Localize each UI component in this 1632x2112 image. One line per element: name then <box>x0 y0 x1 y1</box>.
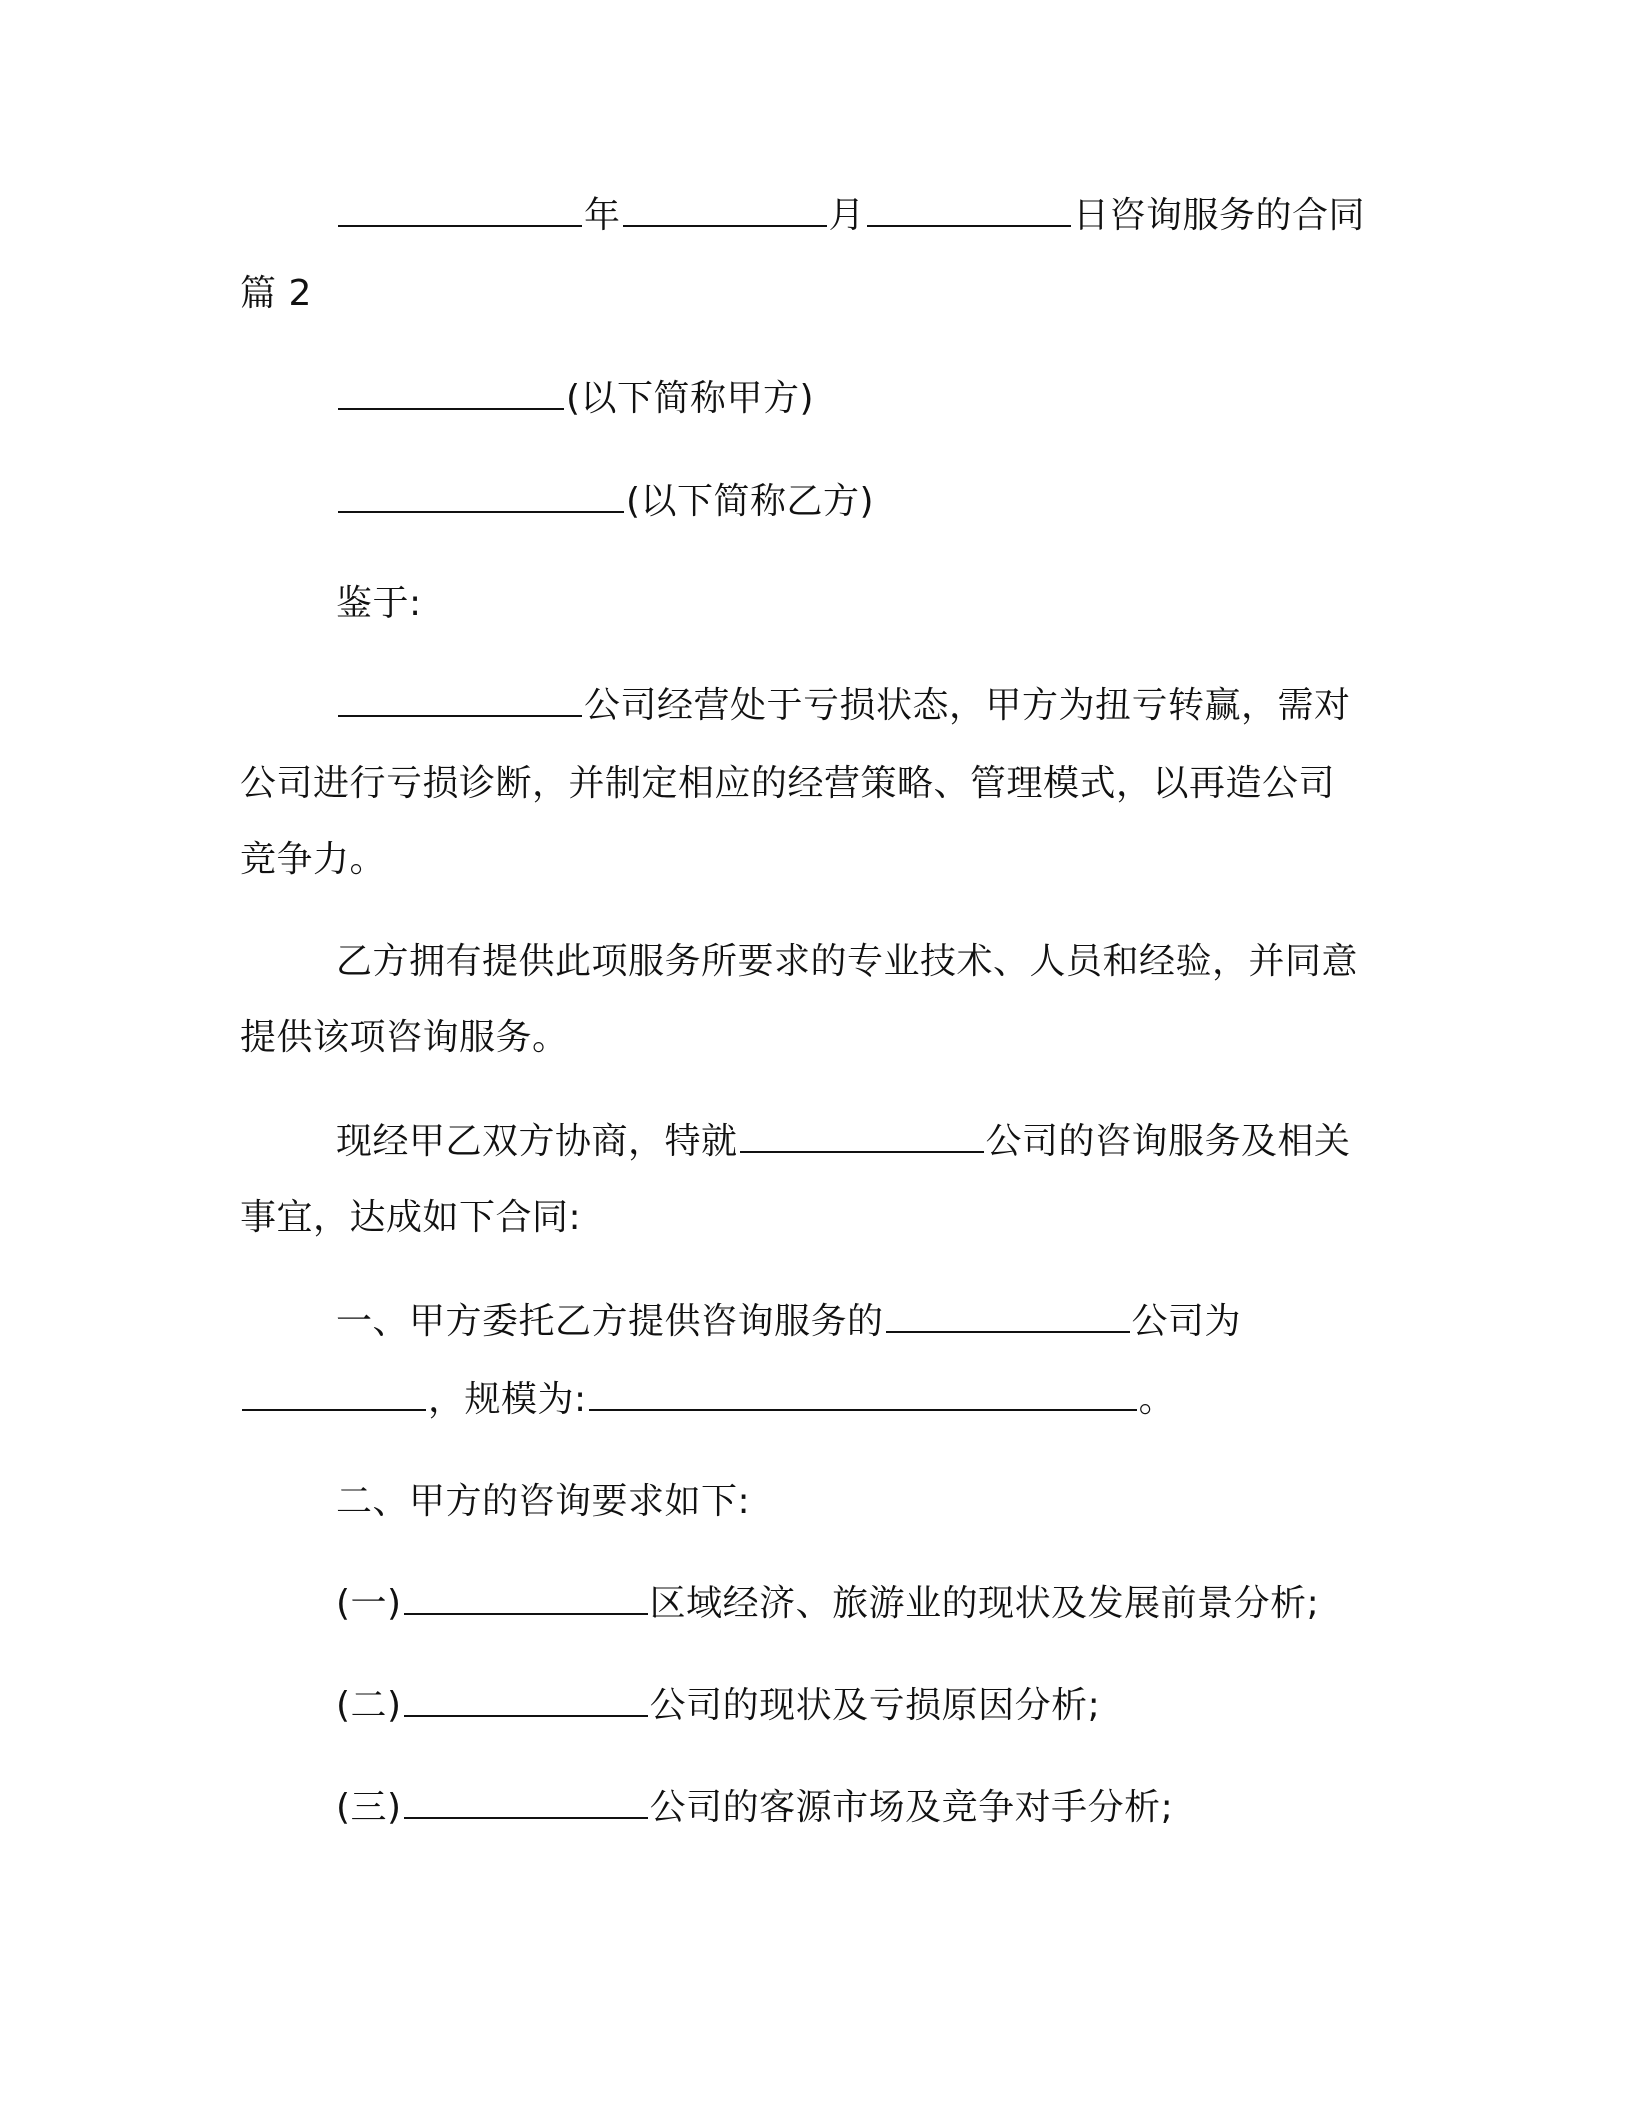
para3-line2: 事宜，达成如下合同: <box>240 1197 582 1238</box>
clause1-suffix: 公司为 <box>1131 1301 1242 1342</box>
blank-company-2 <box>740 1121 984 1153</box>
para1-line3: 竞争力。 <box>240 839 387 880</box>
clause1-end: 。 <box>1138 1379 1176 1420</box>
clause2-item-1 <box>336 1582 1319 1626</box>
item-2-text: 公司的现状及亏损原因分析; <box>649 1685 1101 1726</box>
para3-prefix: 现经甲乙双方协商，特就 <box>336 1121 738 1162</box>
blank-party-a <box>338 378 564 410</box>
para3-suffix: 公司的咨询服务及相关 <box>985 1121 1351 1162</box>
blank-scale <box>589 1379 1137 1411</box>
blank-party-b <box>338 481 624 513</box>
title-line-1 <box>336 194 1365 238</box>
para1-line1 <box>336 684 1351 728</box>
clause1-prefix: 一、甲方委托乙方提供咨询服务的 <box>336 1301 884 1342</box>
item-2-label: (二) <box>336 1685 402 1726</box>
blank-company-1 <box>338 685 582 717</box>
item-1-label: (一) <box>336 1583 402 1624</box>
para2-line1: 乙方拥有提供此项服务所要求的专业技术、人员和经验，并同意 <box>336 941 1359 982</box>
clause2-item-2 <box>336 1684 1100 1728</box>
blank-company-type <box>242 1379 426 1411</box>
title-text: 日咨询服务的合同 <box>1073 195 1366 236</box>
item-3-label: (三) <box>336 1787 402 1828</box>
para2-line2: 提供该项咨询服务。 <box>240 1017 569 1058</box>
party-a-line <box>336 377 814 421</box>
title-line-2: 篇 2 <box>240 273 312 314</box>
clause1-scale-label: ，规模为: <box>428 1379 587 1420</box>
party-b-line <box>336 480 874 524</box>
para1-line1-text: 公司经营处于亏损状态，甲方为扭亏转赢，需对 <box>584 685 1351 726</box>
clause1-line2 <box>240 1378 1175 1422</box>
year-label: 年 <box>584 195 621 236</box>
blank-year <box>338 195 582 227</box>
clause2-heading: 二、甲方的咨询要求如下: <box>336 1481 751 1522</box>
item-1-text: 区域经济、旅游业的现状及发展前景分析; <box>649 1583 1320 1624</box>
clause2-item-3 <box>336 1786 1173 1830</box>
item-3-text: 公司的客源市场及竞争对手分析; <box>649 1787 1174 1828</box>
blank-item-3 <box>404 1787 648 1819</box>
blank-day <box>867 195 1071 227</box>
blank-item-2 <box>404 1685 648 1717</box>
month-label: 月 <box>828 195 866 236</box>
blank-month <box>623 195 827 227</box>
party-a-label: (以下简称甲方) <box>566 378 815 419</box>
para3-line1 <box>336 1120 1351 1164</box>
blank-item-1 <box>404 1583 648 1615</box>
whereas-label: 鉴于: <box>336 583 422 624</box>
blank-company-3 <box>886 1301 1130 1333</box>
para1-line2: 公司进行亏损诊断，并制定相应的经营策略、管理模式，以再造公司 <box>240 763 1336 804</box>
clause1-line1 <box>336 1300 1241 1344</box>
party-b-label: (以下简称乙方) <box>626 481 875 522</box>
